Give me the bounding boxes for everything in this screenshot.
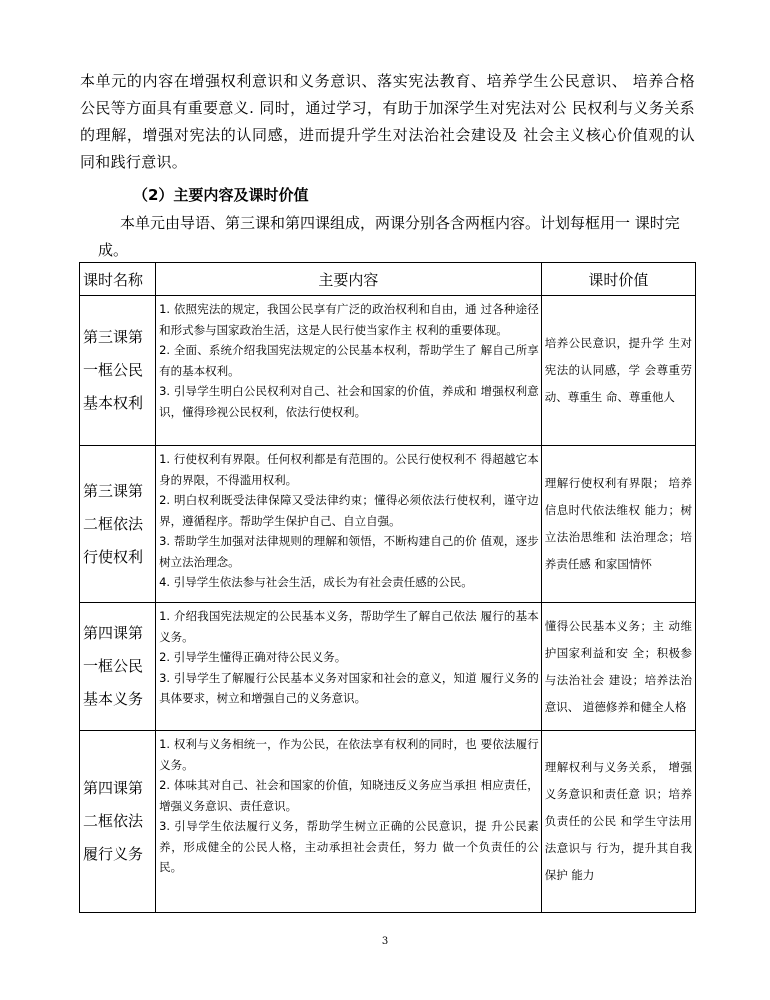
- main-content-cell: [156, 296, 542, 446]
- header-main-content: 主要内容: [156, 263, 542, 296]
- lesson-name-cell: [80, 446, 156, 603]
- main-content-cell: [156, 603, 542, 731]
- lesson-name-cell: [80, 603, 156, 731]
- section-heading: （2）主要内容及课时价值: [133, 186, 309, 204]
- table-header-row: [80, 263, 696, 296]
- lesson-name-cell: [80, 296, 156, 446]
- lesson-value-cell: 懂得公民基本义务；主 动维护国家利益和安 全；积极参与法治社会 建设；培养法治意识、 道德修养和健全人格: [541, 603, 695, 731]
- lesson-name-line: 行使权利: [83, 547, 144, 566]
- content-item: 2. 全面、系统介绍我国宪法规定的公民基本权利，帮助学生了 解自己所享有的基本权利。: [159, 343, 539, 378]
- lesson-value-cell: 理解行使权利有界限； 培养信息时代依法维权 能力；树立法治思维和 法治理念；培养责任感 和家国情怀: [541, 446, 695, 603]
- lesson-name-line: 第四课第: [83, 624, 144, 642]
- lesson-value-cell: 理解权利与义务关系， 增强义务意识和责任意 识；培养负责任的公民 和学生守法用法意识与 行为，提升其自我保护 能力: [541, 731, 695, 913]
- content-item: 3. 引导学生依法履行义务，帮助学生树立正确的公民意识，提 升公民素养，形成健全的公民人格，主动承担社会责任，努力 做一个负责任的公民。: [159, 819, 539, 874]
- lesson-name-line: 二框依法: [83, 514, 144, 533]
- lesson-name-line: 基本义务: [83, 690, 144, 708]
- page-number: 3: [381, 936, 389, 947]
- content-item: 3. 帮助学生加强对法律规则的理解和领悟，不断构建自己的价 值观，逐步树立法治理念。: [159, 534, 539, 569]
- table-row: [80, 603, 696, 731]
- lesson-name-line: 第三课第: [83, 328, 144, 346]
- lesson-name-line: 履行义务: [83, 845, 144, 863]
- content-item: 1. 依照宪法的规定，我国公民享有广泛的政治权利和自由，通 过各种途径和形式参与国家政治生活，这是人民行使当家作主 权利的重要体现。: [159, 302, 539, 337]
- lesson-value-cell: 培养公民意识，提升学 生对宪法的认同感，学 会尊重劳动、尊重生 命、尊重他人: [541, 296, 695, 446]
- content-item: 2. 明白权利既受法律保障又受法律约束；懂得必须依法行使权利，谨守边界，遵循程序。帮助学生保护自己、自立自强。: [159, 493, 539, 528]
- lesson-name-line: 一框公民: [83, 361, 144, 379]
- lesson-name-line: 二框依法: [83, 812, 144, 830]
- intro-paragraph: 本单元的内容在增强权利意识和义务意识、落实宪法教育、培养学生公民意识、 培养合格公民等方面具有重要意义. 同时，通过学习，有助于加深学生对宪法对公 民权利与义务关系的理解，增强对宪法的认同感，进而提升学生对法治社会建设及 社会主义核心价值观的认同和践行意识。: [80, 72, 695, 171]
- lesson-name-line: 一框公民: [83, 657, 144, 675]
- header-lesson-name: 课时名称: [80, 263, 156, 296]
- table-row: [80, 296, 696, 446]
- content-item: 3. 引导学生明白公民权利对自己、社会和国家的价值，养成和 增强权利意识，懂得珍视公民权利，依法行使权利。: [159, 384, 539, 419]
- main-content-cell: [156, 446, 542, 603]
- content-item: 1. 行使权利有界限。任何权利都是有范围的。公民行使权利不 得超越它本身的界限，不得滥用权利。: [159, 452, 539, 487]
- content-item: 1. 权利与义务相统一，作为公民，在依法享有权利的同时，也 要依法履行义务。: [159, 737, 539, 772]
- content-item: 4. 引导学生依法参与社会生活，成长为有社会责任感的公民。: [159, 575, 473, 589]
- section-paragraph: 本单元由导语、第三课和第四课组成，两课分别各含两框内容。计划每框用一 课时完成。: [98, 214, 680, 259]
- lesson-name-line: 基本权利: [83, 394, 144, 412]
- content-item: 3. 引导学生了解履行公民基本义务对国家和社会的意义，知道 履行义务的具体要求，树立和增强自己的义务意识。: [159, 670, 539, 705]
- content-item: 2. 体味其对自己、社会和国家的价值，知晓违反义务应当承担 相应责任，增强义务意识、责任意识。: [159, 778, 539, 813]
- header-lesson-value: 课时价值: [541, 263, 695, 296]
- lesson-name-line: 第三课第: [83, 481, 144, 500]
- table-row: [80, 731, 696, 913]
- content-item: 2. 引导学生懂得正确对待公民义务。: [159, 650, 347, 664]
- main-content-cell: [156, 731, 542, 913]
- content-item: 1. 介绍我国宪法规定的公民基本义务，帮助学生了解自己依法 履行的基本义务。: [159, 609, 539, 644]
- table-row: [80, 446, 696, 603]
- lesson-name-cell: [80, 731, 156, 913]
- lesson-name-line: 第四课第: [83, 779, 144, 797]
- lesson-table: [79, 262, 696, 913]
